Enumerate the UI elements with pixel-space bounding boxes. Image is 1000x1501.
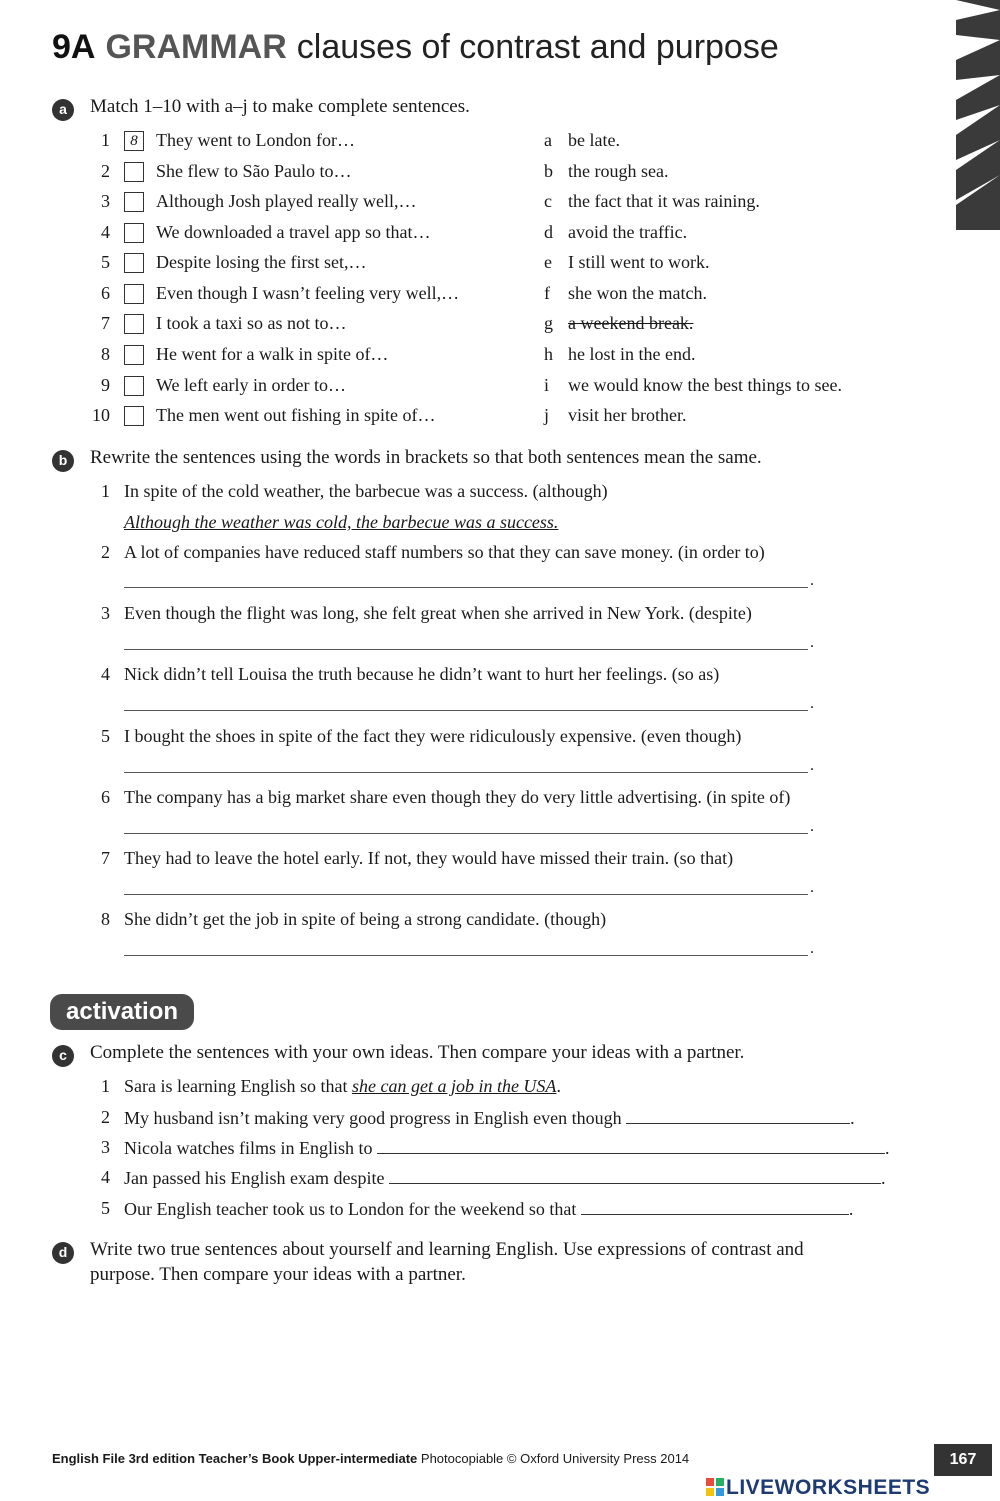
section-d-instruction-line2: purpose. Then compare your ideas with a partner. — [90, 1264, 466, 1285]
match-number: 5 — [101, 252, 110, 272]
answer-line[interactable] — [124, 955, 808, 956]
answer-line[interactable] — [389, 1167, 881, 1184]
sentence-ending: the rough sea. — [568, 161, 669, 181]
match-row — [0, 281, 1000, 311]
title-grammar: GRAMMAR — [105, 28, 287, 66]
sentence-end: . — [884, 1138, 890, 1158]
item-number: 4 — [101, 664, 110, 684]
sentence-text: My husband isn’t making very good progress in English even though — [124, 1108, 622, 1128]
match-number: 8 — [101, 344, 110, 364]
answer-line[interactable] — [124, 894, 808, 895]
item-number: 8 — [101, 909, 110, 929]
answer-box[interactable] — [124, 314, 144, 334]
sentence-end: . — [850, 1108, 855, 1128]
sentence-end: . — [556, 1076, 561, 1096]
sentence-start: We left early in order to… — [156, 375, 346, 395]
page-number: 167 — [934, 1444, 992, 1476]
line-end-dot: . — [810, 634, 814, 651]
answer-box[interactable] — [124, 192, 144, 212]
answer-line[interactable] — [124, 710, 808, 711]
prompt-sentence: Even though the flight was long, she felt great when she arrived in New York. (despite) — [124, 603, 752, 623]
sentence-text: Nicola watches films in English to — [124, 1138, 373, 1158]
title-topic: clauses of contrast and purpose — [296, 28, 779, 66]
match-number: 1 — [101, 130, 110, 150]
section-a-instruction: Match 1–10 with a–j to make complete sentences. — [90, 96, 470, 117]
sentence-start: The men went out fishing in spite of… — [156, 405, 436, 425]
item-number: 5 — [101, 1198, 110, 1218]
item-number: 2 — [101, 542, 110, 562]
line-end-dot: . — [810, 818, 814, 835]
prompt-sentence — [124, 1167, 885, 1189]
section-a-badge: a — [52, 99, 74, 121]
match-row — [0, 373, 1000, 403]
match-number: 9 — [101, 375, 110, 395]
answer-line[interactable] — [581, 1198, 849, 1215]
prompt-sentence — [124, 1107, 855, 1129]
ending-letter: c — [544, 191, 552, 211]
item-number: 3 — [101, 1137, 110, 1157]
match-row — [0, 159, 1000, 189]
watermark-text: LIVEWORKSHEETS — [726, 1476, 931, 1499]
line-end-dot: . — [810, 757, 814, 774]
match-row — [0, 250, 1000, 280]
prompt-sentence: I bought the shoes in spite of the fact they were ridiculously expensive. (even though) — [124, 726, 742, 746]
item-number: 7 — [101, 848, 110, 868]
prompt-sentence: In spite of the cold weather, the barbecue was a success. (although) — [124, 481, 608, 501]
match-row — [0, 189, 1000, 219]
sentence-start: They went to London for… — [156, 130, 355, 150]
item-number: 6 — [101, 787, 110, 807]
section-b-badge: b — [52, 450, 74, 472]
answer-box[interactable] — [124, 162, 144, 182]
unit-code: 9A — [52, 28, 96, 66]
answer-line[interactable] — [124, 587, 808, 588]
sentence-end: . — [848, 1199, 854, 1219]
match-number: 2 — [101, 161, 110, 181]
liveworksheets-logo-icon — [706, 1478, 724, 1496]
answer-line[interactable] — [124, 649, 808, 650]
prompt-sentence: They had to leave the hotel early. If not, they would have missed their train. (so that) — [124, 848, 734, 868]
section-b-instruction: Rewrite the sentences using the words in brackets so that both sentences mean the same. — [90, 447, 762, 468]
sentence-start: He went for a walk in spite of… — [156, 344, 389, 364]
answer-box[interactable] — [124, 223, 144, 243]
prompt-sentence: Nick didn’t tell Louisa the truth because he didn’t want to hurt her feelings. (so as) — [124, 664, 720, 684]
sentence-end: . — [880, 1168, 886, 1188]
activation-banner: activation — [50, 994, 194, 1030]
item-number: 3 — [101, 603, 110, 623]
match-number: 7 — [101, 313, 110, 333]
sentence-text: Sara is learning English so that — [124, 1076, 352, 1096]
item-number: 4 — [101, 1167, 110, 1187]
item-number: 2 — [101, 1107, 110, 1127]
sentence-ending: we would know the best things to see. — [568, 375, 842, 395]
answer-box[interactable] — [124, 253, 144, 273]
sentence-ending-used: a weekend break. — [568, 313, 694, 333]
match-number: 10 — [92, 405, 110, 425]
match-row — [0, 311, 1000, 341]
line-end-dot: . — [810, 879, 814, 896]
sentence-ending: the fact that it was raining. — [568, 191, 760, 211]
liveworksheets-watermark — [706, 1476, 930, 1500]
sentence-start: She flew to São Paulo to… — [156, 161, 352, 181]
section-c-badge: c — [52, 1045, 74, 1067]
section-d-badge: d — [52, 1242, 74, 1264]
sentence-start: We downloaded a travel app so that… — [156, 222, 431, 242]
sentence-start: Although Josh played really well,… — [156, 191, 417, 211]
answer-box[interactable] — [124, 345, 144, 365]
sentence-start: Even though I wasn’t feeling very well,… — [156, 283, 460, 303]
ending-letter: h — [544, 344, 553, 364]
ending-letter: g — [544, 313, 553, 333]
ending-letter: j — [544, 405, 550, 425]
ending-letter: i — [544, 375, 550, 395]
answer-box[interactable] — [124, 376, 144, 396]
ending-letter: d — [544, 222, 553, 242]
match-row — [0, 128, 1000, 158]
answer-box[interactable] — [124, 284, 144, 304]
prompt-sentence — [124, 1137, 889, 1159]
sentence-text: Our English teacher took us to London for the weekend so that — [124, 1199, 577, 1219]
item-number: 1 — [101, 481, 110, 501]
prompt-sentence: A lot of companies have reduced staff numbers so that they can save money. (in order to) — [124, 542, 765, 562]
sentence-text: Jan passed his English exam despite — [124, 1168, 385, 1188]
line-end-dot: . — [810, 940, 814, 957]
item-number: 1 — [101, 1076, 110, 1096]
item-number: 5 — [101, 726, 110, 746]
prompt-sentence: She didn’t get the job in spite of being a strong candidate. (though) — [124, 909, 607, 929]
example-answer: Although the weather was cold, the barbecue was a success. — [124, 512, 559, 532]
answer-line[interactable] — [124, 772, 808, 773]
answer-box[interactable] — [124, 406, 144, 426]
line-end-dot: . — [810, 572, 814, 589]
sentence-ending: I still went to work. — [568, 252, 710, 272]
ending-letter: e — [544, 252, 552, 272]
sentence-start: Despite losing the first set,… — [156, 252, 367, 272]
page-title — [52, 28, 779, 67]
prompt-sentence: The company has a big market share even though they do very little advertising. (in spite of) — [124, 787, 791, 807]
section-d-instruction-line1: Write two true sentences about yourself and learning English. Use expressions of contrast and — [90, 1239, 804, 1260]
match-number: 3 — [101, 191, 110, 211]
line-end-dot: . — [810, 695, 814, 712]
answer-line[interactable] — [124, 833, 808, 834]
footer-rights: Photocopiable © Oxford University Press 2014 — [417, 1451, 690, 1466]
sentence-ending: avoid the traffic. — [568, 222, 688, 242]
ending-letter: a — [544, 130, 552, 150]
ending-letter: b — [544, 161, 553, 181]
footer-copyright — [52, 1451, 689, 1466]
section-c-instruction: Complete the sentences with your own ideas. Then compare your ideas with a partner. — [90, 1042, 745, 1063]
sentence-ending: he lost in the end. — [568, 344, 696, 364]
match-row — [0, 220, 1000, 250]
prompt-sentence — [124, 1076, 561, 1097]
sentence-ending: be late. — [568, 130, 620, 150]
match-number: 6 — [101, 283, 110, 303]
answer-line[interactable] — [377, 1137, 885, 1154]
answer-line[interactable] — [626, 1107, 850, 1124]
example-answer: she can get a job in the USA — [351, 1076, 557, 1096]
match-row — [0, 403, 1000, 433]
sentence-ending: visit her brother. — [568, 405, 687, 425]
answer-box[interactable]: 8 — [124, 131, 144, 151]
match-number: 4 — [101, 222, 110, 242]
sentence-ending: she won the match. — [568, 283, 707, 303]
match-row — [0, 342, 1000, 372]
footer-book-title: English File 3rd edition Teacher’s Book Upper-intermediate — [52, 1451, 418, 1466]
sentence-start: I took a taxi so as not to… — [156, 313, 347, 333]
ending-letter: f — [544, 283, 550, 303]
prompt-sentence — [124, 1198, 853, 1220]
